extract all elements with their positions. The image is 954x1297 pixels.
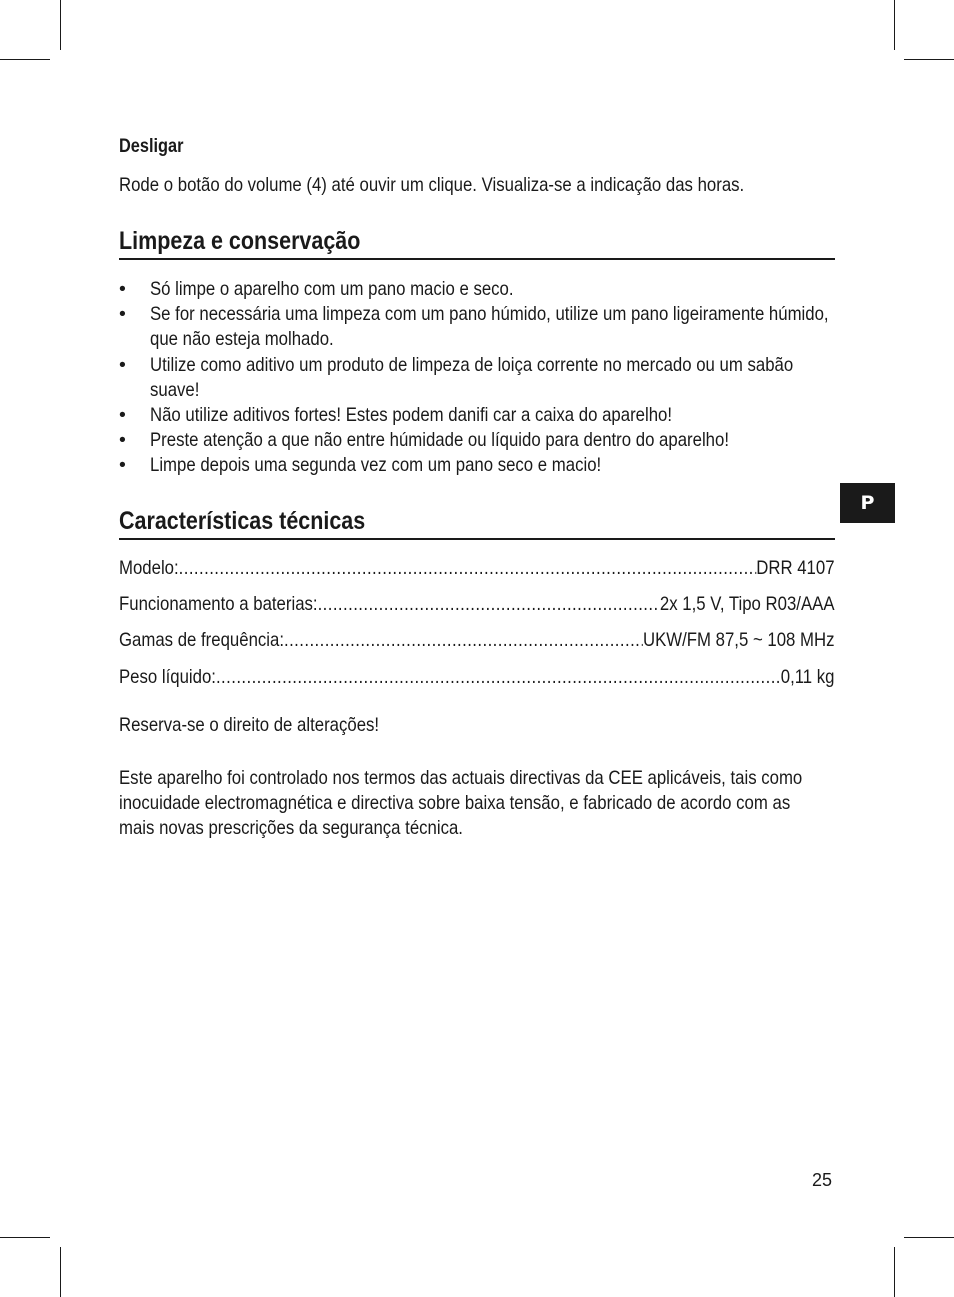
language-tab: P [840,483,895,523]
list-item: • Não utilize aditivos fortes! Estes podem danifi car a caixa do aparelho! [119,404,673,427]
list-item: • Utilize como aditivo um produto de limpeza de loiça corrente no mercado ou um sabão suave! [119,353,794,401]
spec-row-frequency: Gamas de frequência: ..... UKW/FM 87,5 ~ 108 MHz [119,629,835,653]
spec-row-weight: Peso líquido: ..... 0,11 kg [119,666,835,690]
crop-mark [60,1247,61,1297]
conformity-statement: Este aparelho foi controlado nos termos das actuais directivas da CEE aplicáveis, tais como inocuidade electromagnética e directiva sobre baixa tensão, e fabricado de acordo com as mais novas prescrições da segurança técnica. [119,767,803,840]
specs-heading: Características técnicas [119,506,835,540]
list-item: • Limpe depois uma segunda vez com um pano seco e macio! [119,454,602,477]
list-item: • Preste atenção a que não entre húmidade ou líquido para dentro do aparelho! [119,429,729,452]
section-heading-off: Desligar [119,136,184,157]
crop-mark [0,1237,50,1238]
crop-mark [894,0,895,50]
spec-row-power: Funcionamento a baterias: ..... 2x 1,5 V, Tipo R03/AAA [119,593,835,617]
spec-row-model: Modelo: ..... DRR 4107 [119,557,835,581]
rights-notice: Reserva-se o direito de alterações! [119,714,380,736]
page-number: 25 [812,1170,833,1190]
list-item: • Se for necessária uma limpeza com um pano húmido, utilize um pano ligeiramente húmido, que não esteja molhado. [119,303,829,351]
cleaning-list [119,277,835,479]
crop-mark [904,1237,954,1238]
list-item: • Só limpe o aparelho com um pano macio e seco. [119,278,514,300]
off-instructions: Rode o botão do volume (4) até ouvir um clique. Visualiza-se a indicação das horas. [119,174,745,196]
crop-mark [60,0,61,50]
crop-mark [894,1247,895,1297]
cleaning-heading: Limpeza e conservação [119,226,835,260]
crop-mark [904,59,954,60]
crop-mark [0,59,50,60]
